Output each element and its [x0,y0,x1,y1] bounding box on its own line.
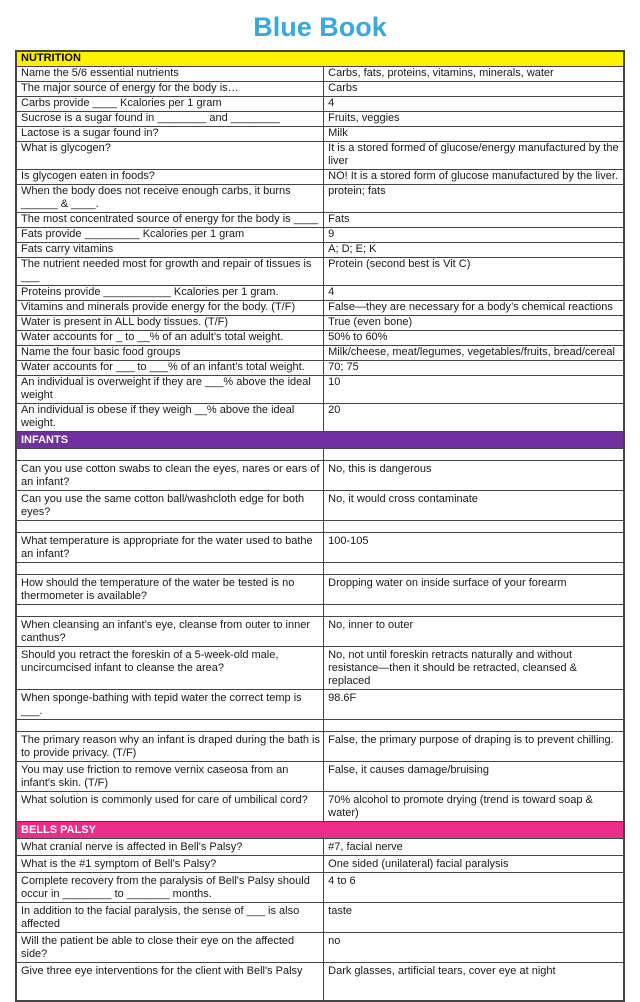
question-cell [16,605,324,617]
qa-row [16,142,624,170]
answer-cell: False—they are necessary for a body’s chemical reactions [324,301,624,316]
qa-row [16,963,624,1001]
answer-cell: 50% to 60% [324,331,624,346]
answer-cell: Dropping water on inside surface of your forearm [324,575,624,605]
answer-cell: 4 to 6 [324,873,624,903]
question-cell: An individual is overweight if they are ___% above the ideal weight [16,376,324,404]
section-infants [16,432,624,822]
question-cell: The nutrient needed most for growth and repair of tissues is ___ [16,258,324,286]
answer-cell: 100-105 [324,533,624,563]
question-cell: Can you use the same cotton ball/washcloth edge for both eyes? [16,491,324,521]
answer-cell: False, it causes damage/bruising [324,762,624,792]
qa-row [16,170,624,185]
question-cell: The primary reason why an infant is draped during the bath is to provide privacy. (T/F) [16,732,324,762]
qa-row [16,361,624,376]
answer-cell: Fruits, veggies [324,112,624,127]
qa-row [16,82,624,97]
qa-row [16,404,624,432]
answer-cell: 4 [324,286,624,301]
question-cell: Is glycogen eaten in foods? [16,170,324,185]
qa-row [16,228,624,243]
question-cell: You may use friction to remove vernix caseosa from an infant's skin. (T/F) [16,762,324,792]
spacer-row [16,449,624,461]
section-nutrition [16,51,624,432]
question-cell: In addition to the facial paralysis, the sense of ___ is also affected [16,903,324,933]
answer-cell: 4 [324,97,624,112]
answer-cell: 70; 75 [324,361,624,376]
answer-cell: protein; fats [324,185,624,213]
qa-row [16,331,624,346]
qa-row [16,127,624,142]
question-cell [16,521,324,533]
qa-row [16,839,624,856]
question-cell: What solution is commonly used for care of umbilical cord? [16,792,324,822]
qa-row [16,762,624,792]
question-cell: Complete recovery from the paralysis of Bell's Palsy should occur in ________ to _______ months. [16,873,324,903]
qa-row [16,617,624,647]
question-cell [16,449,324,461]
answer-cell [324,720,624,732]
section-header-row [16,822,624,839]
qa-row [16,575,624,605]
answer-cell: taste [324,903,624,933]
question-cell: What is the #1 symptom of Bell's Palsy? [16,856,324,873]
answer-cell: Carbs [324,82,624,97]
question-cell: An individual is obese if they weigh __% above the ideal weight. [16,404,324,432]
answer-cell: No, not until foreskin retracts naturally and without resistance—then it should be retracted, cleansed & replaced [324,647,624,690]
question-cell: When cleansing an infant’s eye, cleanse from outer to inner canthus? [16,617,324,647]
answer-cell: It is a stored formed of glucose/energy manufactured by the liver [324,142,624,170]
question-cell: Sucrose is a sugar found in ________ and ________ [16,112,324,127]
question-cell: Fats carry vitamins [16,243,324,258]
qa-row [16,301,624,316]
question-cell: Name the four basic food groups [16,346,324,361]
question-cell: When sponge-bathing with tepid water the correct temp is ___. [16,690,324,720]
answer-cell: no [324,933,624,963]
answer-cell: No, this is dangerous [324,461,624,491]
answer-cell: 9 [324,228,624,243]
qa-row [16,185,624,213]
answer-cell: 98.6F [324,690,624,720]
answer-cell: Protein (second best is Vit C) [324,258,624,286]
page-title: Blue Book [253,12,387,42]
answer-cell: Milk [324,127,624,142]
answer-cell: Dark glasses, artificial tears, cover eye at night [324,963,624,1001]
question-cell: The most concentrated source of energy for the body is ____ [16,213,324,228]
answer-cell [324,449,624,461]
question-cell: Can you use cotton swabs to clean the eyes, nares or ears of an infant? [16,461,324,491]
question-cell: Vitamins and minerals provide energy for the body. (T/F) [16,301,324,316]
section-header-label: BELLS PALSY [16,822,624,839]
answer-cell: No, inner to outer [324,617,624,647]
question-cell: What cranial nerve is affected in Bell's Palsy? [16,839,324,856]
qa-row [16,213,624,228]
qa-row [16,491,624,521]
answer-cell: A; D; E; K [324,243,624,258]
section-header-row [16,51,624,67]
qa-row [16,97,624,112]
qa-row [16,461,624,491]
answer-cell: False, the primary purpose of draping is to prevent chilling. [324,732,624,762]
answer-cell: Fats [324,213,624,228]
qa-row [16,647,624,690]
section-header-row [16,432,624,449]
answer-cell: 70% alcohol to promote drying (trend is toward soap & water) [324,792,624,822]
question-cell: Water is present in ALL body tissues. (T/F) [16,316,324,331]
section-header-label: INFANTS [16,432,624,449]
answer-cell: #7, facial nerve [324,839,624,856]
question-cell: Water accounts for ___ to ___% of an infant’s total weight. [16,361,324,376]
question-cell [16,720,324,732]
qa-row [16,112,624,127]
question-cell: Fats provide _________ Kcalories per 1 gram [16,228,324,243]
answer-cell [324,605,624,617]
spacer-row [16,521,624,533]
answer-cell: 10 [324,376,624,404]
study-guide-table [15,50,625,1002]
spacer-row [16,605,624,617]
answer-cell [324,563,624,575]
answer-cell: One sided (unilateral) facial paralysis [324,856,624,873]
question-cell: The major source of energy for the body is… [16,82,324,97]
section-header-label: NUTRITION [16,51,624,67]
question-cell: Lactose is a sugar found in? [16,127,324,142]
question-cell: What temperature is appropriate for the water used to bathe an infant? [16,533,324,563]
question-cell: When the body does not receive enough carbs, it burns ______ & ____. [16,185,324,213]
qa-row [16,533,624,563]
qa-row [16,732,624,762]
qa-row [16,67,624,82]
question-cell: What is glycogen? [16,142,324,170]
question-cell: Proteins provide ___________ Kcalories per 1 gram. [16,286,324,301]
qa-row [16,856,624,873]
section-bells-palsy [16,822,624,1001]
question-cell: How should the temperature of the water be tested is no thermometer is available? [16,575,324,605]
answer-cell: True (even bone) [324,316,624,331]
qa-row [16,690,624,720]
qa-row [16,346,624,361]
spacer-row [16,563,624,575]
qa-row [16,792,624,822]
question-cell: Carbs provide ____ Kcalories per 1 gram [16,97,324,112]
qa-row [16,903,624,933]
answer-cell: Carbs, fats, proteins, vitamins, minerals, water [324,67,624,82]
answer-cell: 20 [324,404,624,432]
answer-cell: Milk/cheese, meat/legumes, vegetables/fruits, bread/cereal [324,346,624,361]
answer-cell [324,521,624,533]
question-cell [16,563,324,575]
spacer-row [16,720,624,732]
qa-row [16,316,624,331]
qa-row [16,933,624,963]
qa-row [16,243,624,258]
qa-row [16,258,624,286]
question-cell: Water accounts for _ to __% of an adult’s total weight. [16,331,324,346]
question-cell: Will the patient be able to close their eye on the affected side? [16,933,324,963]
answer-cell: NO! It is a stored form of glucose manufactured by the liver. [324,170,624,185]
qa-row [16,873,624,903]
qa-row [16,376,624,404]
question-cell: Should you retract the foreskin of a 5-week-old male, uncircumcised infant to cleanse the area? [16,647,324,690]
answer-cell: No, it would cross contaminate [324,491,624,521]
question-cell: Name the 5/6 essential nutrients [16,67,324,82]
question-cell: Give three eye interventions for the client with Bell's Palsy [16,963,324,1001]
qa-row [16,286,624,301]
